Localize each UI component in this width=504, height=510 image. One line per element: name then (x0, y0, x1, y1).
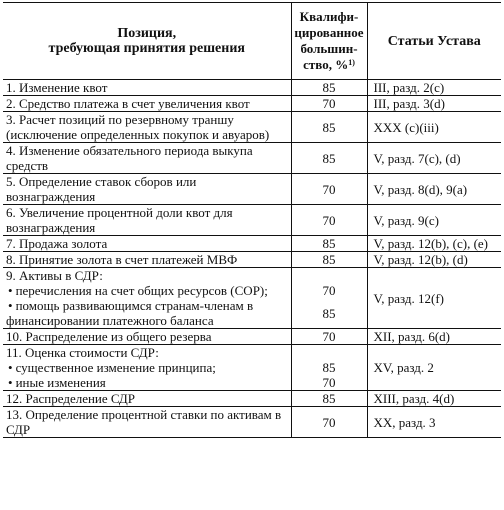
position-cell: 11. Оценка стоимости СДР: (3, 345, 291, 361)
article-cell: XII, разд. 6(d) (367, 329, 501, 345)
position-cell: 4. Изменение обязательного периода выкупа средств (3, 143, 291, 174)
article-cell: V, разд. 9(c) (367, 205, 501, 236)
header-position-line-2: требующая принятия решения (48, 41, 245, 56)
bullet-text: • существенное изменение принципа; (6, 360, 216, 375)
bullet-text: • иные изменения (6, 375, 106, 390)
article-cell: XIII, разд. 4(d) (367, 391, 501, 407)
majority-cell: 85 (291, 391, 367, 407)
header-majority (291, 3, 367, 80)
table-row (3, 236, 501, 252)
majority-cell: 85 (291, 360, 367, 375)
article-cell: XV, разд. 2 (367, 345, 501, 391)
table-row (3, 174, 501, 205)
majority-cell: 85 (291, 80, 367, 96)
majority-cell: 70 (291, 283, 367, 298)
majority-cell: 70 (291, 205, 367, 236)
position-cell: 2. Средство платежа в счет увеличения квот (3, 96, 291, 112)
position-cell: 7. Продажа золота (3, 236, 291, 252)
table-row (3, 329, 501, 345)
table-row (3, 391, 501, 407)
table-row (3, 96, 501, 112)
position-cell: 3. Расчет позиций по резервному траншу (исключение определенных покупок и авуаров) (3, 112, 291, 143)
position-cell: 1. Изменение квот (3, 80, 291, 96)
position-cell: 8. Принятие золота в счет платежей МВФ (3, 252, 291, 268)
position-cell: 12. Распределение СДР (3, 391, 291, 407)
bullet-item (3, 283, 291, 298)
majority-cell: 70 (291, 329, 367, 345)
footnote-marker: 1) (348, 58, 355, 67)
position-cell: 10. Распределение из общего резерва (3, 329, 291, 345)
table-row (3, 268, 501, 284)
majority-cell: 85 (291, 236, 367, 252)
majority-cell: 70 (291, 96, 367, 112)
bullet-item (3, 360, 291, 375)
majority-cell: 70 (291, 174, 367, 205)
majority-cell (291, 345, 367, 361)
majority-cell (291, 268, 367, 284)
table-header-row (3, 3, 501, 80)
table-row (3, 143, 501, 174)
position-cell: 13. Определение процентной ставки по активам в СДР (3, 407, 291, 438)
header-position (3, 3, 291, 80)
table-row (3, 407, 501, 438)
article-cell: V, разд. 8(d), 9(a) (367, 174, 501, 205)
article-cell: V, разд. 12(b), (c), (e) (367, 236, 501, 252)
article-cell: XX, разд. 3 (367, 407, 501, 438)
majority-requirements-table (3, 2, 501, 438)
table-row (3, 252, 501, 268)
majority-cell: 85 (291, 298, 367, 329)
majority-cell: 85 (291, 252, 367, 268)
bullet-text: • помощь развивающимся странам-членам в финансировании платежного баланса (6, 298, 253, 328)
table-row (3, 345, 501, 361)
header-articles: Статьи Устава (367, 3, 501, 80)
bullet-item (3, 375, 291, 391)
table-row (3, 80, 501, 96)
article-cell: V, разд. 12(b), (d) (367, 252, 501, 268)
table-row (3, 112, 501, 143)
article-cell: XXX (c)(iii) (367, 112, 501, 143)
position-cell: 5. Определение ставок сборов или вознаграждения (3, 174, 291, 205)
article-cell: V, разд. 7(c), (d) (367, 143, 501, 174)
majority-cell: 70 (291, 375, 367, 391)
article-cell: III, разд. 3(d) (367, 96, 501, 112)
majority-cell: 85 (291, 112, 367, 143)
article-cell: V, разд. 12(f) (367, 268, 501, 329)
position-cell: 9. Активы в СДР: (3, 268, 291, 284)
header-position-line-1: Позиция, (117, 26, 177, 41)
bullet-text: • перечисления на счет общих ресурсов (СОР); (6, 283, 268, 298)
bullet-item (3, 298, 291, 329)
majority-cell: 70 (291, 407, 367, 438)
majority-cell: 85 (291, 143, 367, 174)
position-cell: 6. Увеличение процентной доли квот для вознаграждения (3, 205, 291, 236)
article-cell: III, разд. 2(c) (373, 80, 445, 95)
header-majority-text: Квалифи- цированное большин- ство, % (294, 9, 364, 72)
table-row (3, 205, 501, 236)
